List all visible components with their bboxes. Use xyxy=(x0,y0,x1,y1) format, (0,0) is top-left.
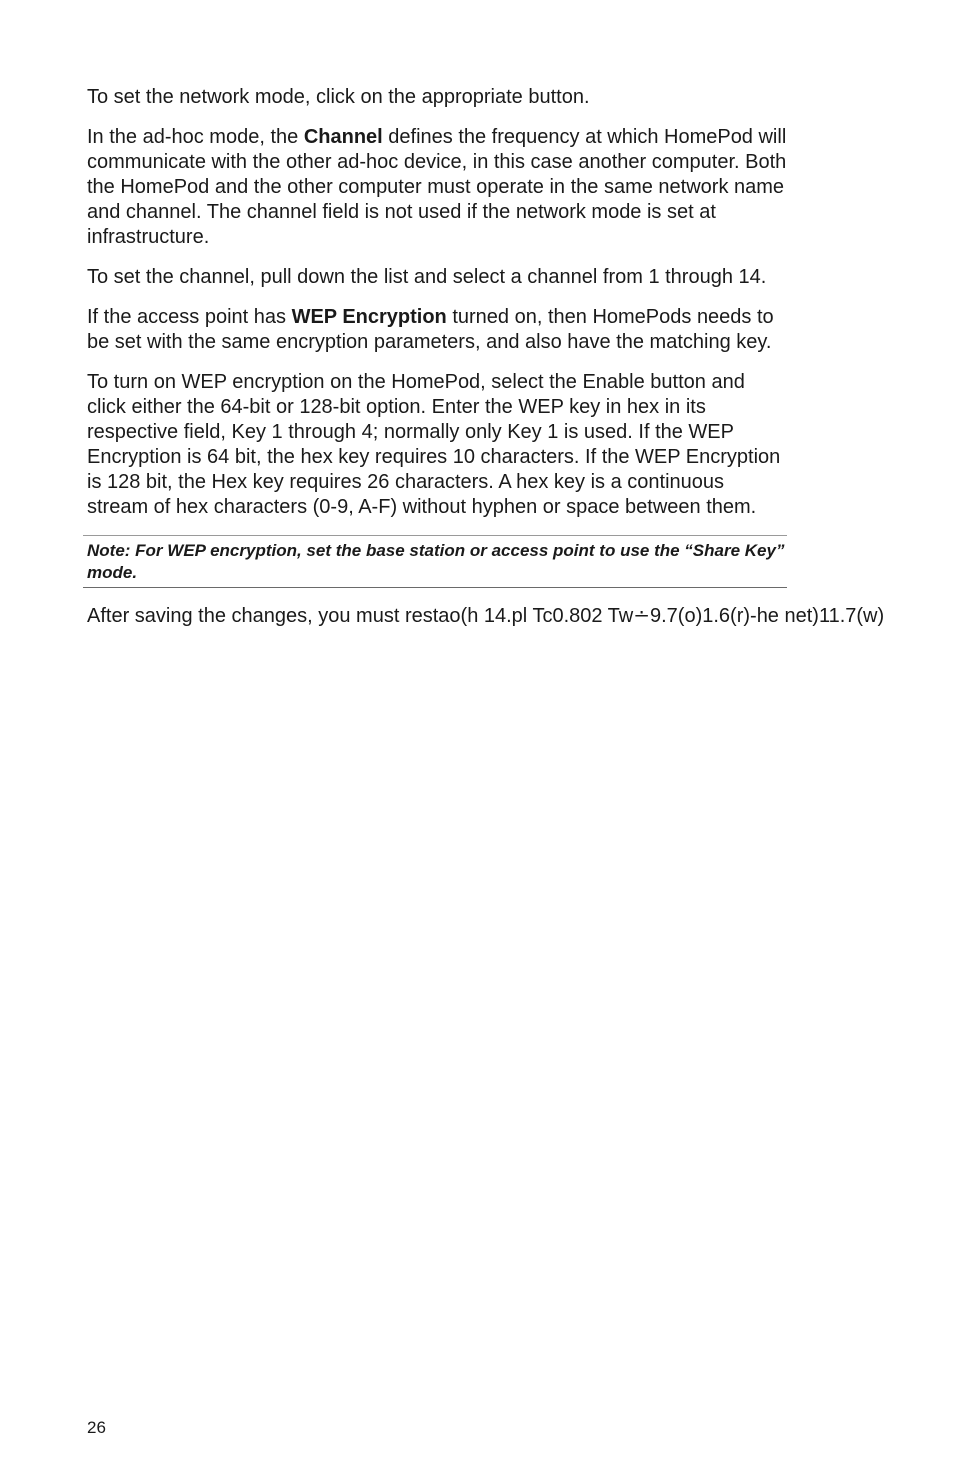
page-body xyxy=(87,85,885,629)
note-text: Note: For WEP encryption, set the base station or access point to use the “Share Key” mode. xyxy=(87,541,785,582)
paragraph-after-saving: After saving the changes, you must restao(h 14.pl Tc0.802 Tw∸9.7(o)1.6(r)-he net)11.7(w) xyxy=(87,605,885,627)
channel-term: Channel xyxy=(303,126,383,148)
paragraph-wep-access-point xyxy=(87,305,787,355)
paragraph-wep-post: turned on, then HomePods needs to be set with the same encryption parameters, and also have the matching key. xyxy=(87,306,774,353)
paragraph-channel-pre: In the ad-hoc mode, the xyxy=(87,126,304,148)
paragraph-channel-post: defines the frequency at which HomePod will communicate with the other ad-hoc device, in this case another computer. Both the HomePod and the other computer must operate in the same network name and channel. The channel field is not used if the network mode is set at infrastructure. xyxy=(87,126,787,248)
wep-encryption-term: WEP Encryption xyxy=(291,306,447,328)
paragraph-wep-setup: To turn on WEP encryption on the HomePod, select the Enable button and click either the 64-bit or 128-bit option. Enter the WEP key in hex in its respective field, Key 1 through 4; normally only Key 1 is used. If the WEP Encryption is 64 bit, the hex key requires 10 characters. If the WEP Encryption is 128 bit, the Hex key requires 26 characters. A hex key is a continuous stream of hex characters (0-9, A-F) without hyphen or space between them. xyxy=(87,371,781,518)
paragraph-network-mode: To set the network mode, click on the appropriate button. xyxy=(87,86,590,108)
paragraph-wep-pre: If the access point has xyxy=(87,306,292,328)
page-number: 26 xyxy=(87,1418,106,1437)
paragraph-set-channel: To set the channel, pull down the list and select a channel from 1 through 14. xyxy=(87,266,767,288)
note-box xyxy=(83,535,787,588)
paragraph-channel xyxy=(87,125,787,250)
